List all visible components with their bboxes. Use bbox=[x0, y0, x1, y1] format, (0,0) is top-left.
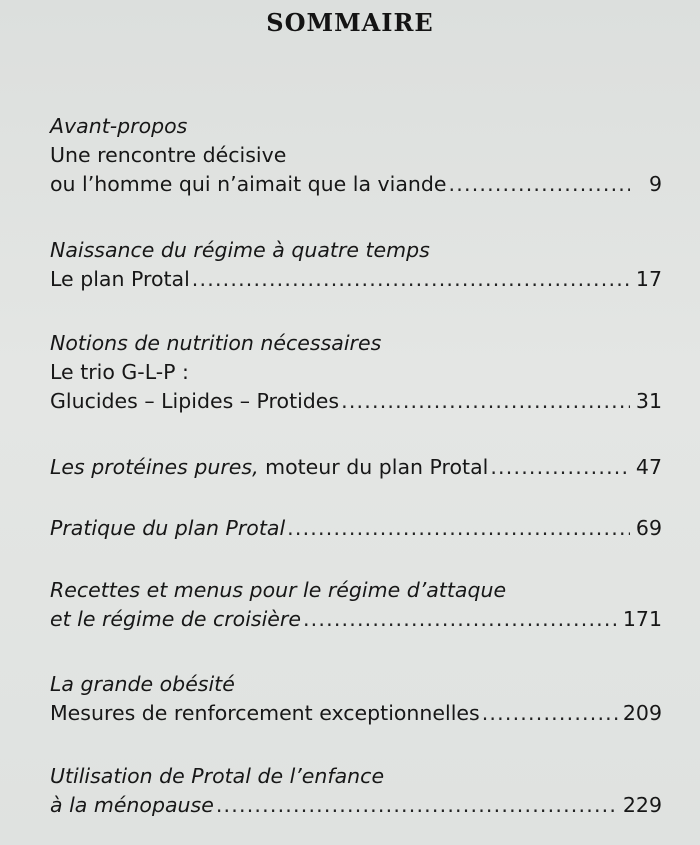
toc-section-title: Recettes et menus pour le régime d’attaque bbox=[50, 578, 507, 602]
toc-entry-leader-line bbox=[50, 605, 662, 634]
toc-entry-italic-part: Les protéines pures, bbox=[50, 455, 259, 479]
dot-leader bbox=[287, 514, 630, 543]
toc-entry-text: Glucides – Lipides – Protides bbox=[50, 389, 340, 413]
toc-entry-subtitle: Une rencontre décisive bbox=[50, 143, 287, 167]
page-number: 9 bbox=[648, 172, 662, 196]
dot-leader bbox=[192, 265, 630, 294]
page-number: 31 bbox=[635, 389, 662, 413]
toc-section-title: Avant-propos bbox=[50, 114, 188, 138]
page-number: 171 bbox=[622, 607, 662, 631]
toc-entry-pratique bbox=[50, 514, 662, 543]
toc-entry-text: ou l’homme qui n’aimait que la viande bbox=[50, 172, 447, 196]
page-title: SOMMAIRE bbox=[266, 8, 434, 37]
page-number: 47 bbox=[635, 455, 662, 479]
dot-leader bbox=[341, 387, 630, 416]
toc-section-title: Notions de nutrition nécessaires bbox=[50, 331, 382, 355]
toc-entry-avant-propos bbox=[50, 112, 662, 199]
toc-entry-utilisation bbox=[50, 762, 662, 820]
toc-entry-leader-line bbox=[50, 453, 662, 482]
page-number: 17 bbox=[635, 267, 662, 291]
toc-entry-leader-line bbox=[50, 387, 662, 416]
toc-entry-italic-part: Pratique du plan Protal bbox=[50, 516, 286, 540]
toc-entry-notions bbox=[50, 329, 662, 416]
toc-entry-leader-line bbox=[50, 791, 662, 820]
toc-entry-text: Le plan Protal bbox=[50, 267, 190, 291]
dot-leader bbox=[449, 170, 630, 199]
toc-entry-recettes bbox=[50, 576, 662, 634]
toc-entry-text bbox=[50, 605, 301, 634]
toc-entry-leader-line bbox=[50, 514, 662, 543]
toc-entry-text bbox=[50, 453, 488, 482]
toc-section-title: La grande obésité bbox=[50, 672, 235, 696]
toc-entry-obesite bbox=[50, 670, 662, 728]
dot-leader bbox=[482, 699, 619, 728]
page-number: 69 bbox=[635, 516, 662, 540]
toc-entry-subtitle: Le trio G-L-P : bbox=[50, 360, 189, 384]
page-number: 229 bbox=[622, 793, 662, 817]
dot-leader bbox=[490, 453, 630, 482]
toc-entry-leader-line bbox=[50, 170, 662, 199]
toc-entry-proteines bbox=[50, 453, 662, 482]
toc-section-title: Naissance du régime à quatre temps bbox=[50, 238, 430, 262]
dot-leader bbox=[216, 791, 619, 820]
toc-entry-roman-part: moteur du plan Protal bbox=[258, 455, 489, 479]
toc-entry-italic-part: à la ménopause bbox=[50, 793, 214, 817]
page-number: 209 bbox=[622, 701, 662, 725]
dot-leader bbox=[303, 605, 619, 634]
toc-entry-leader-line bbox=[50, 265, 662, 294]
toc-section-title: Utilisation de Protal de l’enfance bbox=[50, 764, 385, 788]
toc-entry-naissance bbox=[50, 236, 662, 294]
toc-entry-italic-part: et le régime de croisière bbox=[50, 607, 301, 631]
toc-entry-leader-line bbox=[50, 699, 662, 728]
toc-entry-text: Mesures de renforcement exceptionnelles bbox=[50, 701, 480, 725]
toc-entry-text bbox=[50, 514, 285, 543]
toc-entry-text bbox=[50, 791, 214, 820]
